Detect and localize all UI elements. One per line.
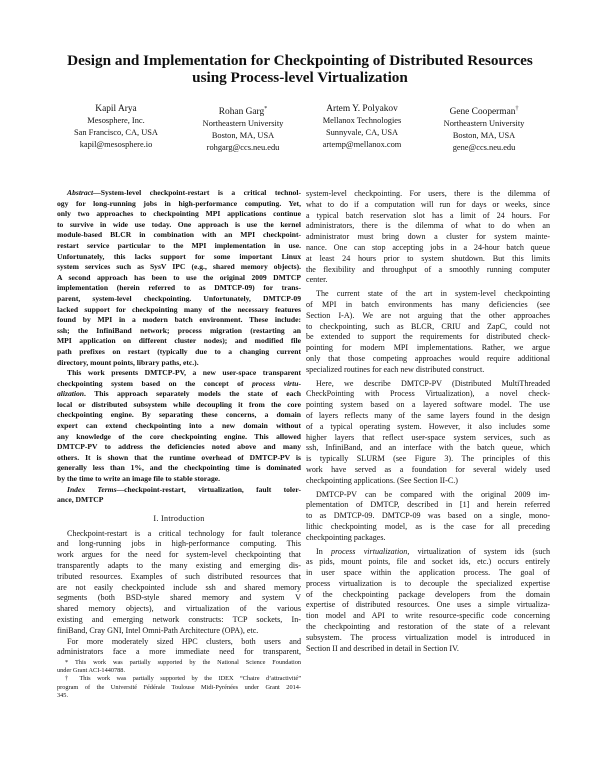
body-line: tributed resources. Examples of such distributed resources that <box>57 571 301 581</box>
author-location: San Francisco, CA, USA <box>74 128 158 137</box>
body-line: pointing for modern MPI implementations. Rather, we argue <box>306 343 550 353</box>
body-line: expertise of distributed resources. One uses a simple virtualiza- <box>306 600 550 610</box>
body-line: to checkpointing, such as BLCR, CRIU and ZapC, could not <box>306 321 550 331</box>
abstract-line: path prefixes on restart (typically due to a changing current <box>57 346 301 356</box>
abstract-line: —System-level checkpoint-restart is a critical technol- <box>93 188 301 197</box>
index-terms-line <box>57 485 301 496</box>
body-line: subsystem. The process virtualization model is introduced in <box>306 632 550 642</box>
abstract-label: Abstract <box>67 188 94 197</box>
index-terms-text: —checkpoint-restart, virtualization, fault toler- <box>116 484 301 494</box>
body-line: existing and emerging network constructs: TCP sockets, In- <box>57 614 301 624</box>
abstract-line: others. It is shown that the runtime overhead of DMTCP-PV is <box>57 452 301 462</box>
body-line: shared memory objects), and virtualization of the various <box>57 604 301 614</box>
abstract-line: system services such as SysV IPC (e.g., shared memory objects). <box>57 262 301 272</box>
abstract-line: checkpointing engine. By separating these concerns, a domain <box>57 410 301 420</box>
body-line: DMTCP-PV can be compared with the original 2009 im- <box>316 489 550 499</box>
author-email: artemp@mellanox.com <box>322 140 402 149</box>
author-location: Sunnyvale, CA, USA <box>325 128 399 137</box>
footnote-line: † This work was partially supported by the IDEX “Chaire d’attractivité” <box>65 675 301 683</box>
body-line: be extended to support the requirements for distributed check- <box>306 332 550 342</box>
right-paragraph-2 <box>306 289 550 375</box>
body-line: Checkpoint-restart is a critical technology for fault tolerance <box>67 528 301 538</box>
body-line: administrators, there is the dilemma of what to do when an <box>306 221 550 231</box>
author-name: Artem Y. Polyakov <box>326 104 398 114</box>
abstract-line: module-based BLCR in combination with an MPI checkpoint- <box>57 230 301 240</box>
body-line: Here, we describe DMTCP-PV (Distributed MultiThreaded <box>316 378 550 388</box>
author-name: Kapil Arya <box>95 104 137 114</box>
abstract-line: checkpointing system based on the concept of process virtu- <box>57 378 301 388</box>
footnote-line: * This work was partially supported by the National Science Foundation <box>65 659 301 666</box>
abstract-line: Unfortunately, this lacks support for some important Linux <box>57 251 301 261</box>
abstract <box>57 188 301 506</box>
body-line: ssh, InfiniBand, and an interface with the batch queue, which <box>306 443 550 453</box>
body-line: administrators face a more immediate need for transparent, <box>57 647 301 657</box>
abstract-line: parent, system-level checkpointing. Unfortunately, DMTCP-09 <box>57 293 301 303</box>
body-line: tion model and API to write resource-specific code concerning <box>306 611 550 621</box>
body-line: the checkpointing and restoration of the state of a relevant <box>306 622 550 632</box>
body-line: and long-running jobs in high-performance computing. This <box>57 539 301 549</box>
body-line: work argues for the need for system-level checkpointing that <box>57 550 301 560</box>
title-line-1: Design and Implementation for Checkpointing of Distributed Resources <box>67 52 533 69</box>
body-line: lithic checkpointing model, as is the case for all preceding <box>306 521 550 531</box>
footnote-line: under Grant ACI-1440788. <box>57 667 126 675</box>
abstract-line: implementation (herein referred to as DMTCP-09) for trans- <box>57 283 301 293</box>
author-block <box>303 103 421 151</box>
body-line: checkpointing packages. <box>306 532 386 542</box>
body-line: of MPI in batch environments has many deficiencies (see <box>306 299 550 309</box>
author-affiliation: Mesosphere, Inc. <box>87 116 145 125</box>
abstract-line: restart service particular to the MPI implementation in use. <box>57 240 301 250</box>
body-line: in user space within the application process. The goal of <box>306 568 550 578</box>
body-line: specialized routines for each new distributed construct. <box>306 364 485 374</box>
abstract-line: only two approaches to checkpointing MPI applications continue <box>57 209 301 219</box>
abstract-line: directory, mount points, library paths, etc.). <box>57 357 199 367</box>
body-line: at least 24 hours prior to system shutdown. But this limits <box>306 253 550 263</box>
abstract-line: ogy for long-running jobs in high-performance computing. Yet, <box>57 198 301 208</box>
author-email: rohgarg@ccs.neu.edu <box>206 143 280 153</box>
intro-paragraph-2 <box>57 637 301 659</box>
author-affiliation: Northeastern University <box>443 119 525 129</box>
body-line: is typically SLURM (see Figure 3). The principles of this <box>306 454 550 464</box>
abstract-line: generally less than 1%, and the checkpointing time is dominated <box>57 463 301 473</box>
body-line: system-level checkpointing. For users, there is the dilemma of <box>306 189 550 198</box>
author-name: Rohan Garg <box>218 107 265 118</box>
right-paragraph-5 <box>306 547 550 655</box>
body-line: the flexibility and throughput of a smoothly running computer <box>306 264 550 274</box>
footnotes <box>57 659 301 700</box>
body-line: of layers reflects many of the same layers found in the design <box>306 410 550 420</box>
author-block <box>425 103 543 154</box>
index-terms-label: Index Terms <box>67 484 117 494</box>
body-line: transparently adapts to the many existing and emerging dis- <box>57 561 301 570</box>
body-line: only that those competing approaches would require additional <box>306 353 550 363</box>
body-line: nance. One can stop accepting jobs in a 24-hour batch queue <box>306 242 550 252</box>
body-line: In process virtualization, virtualization of system ids (such <box>316 546 550 556</box>
body-line: higher layers that reflect user-space system services, such as <box>306 432 550 442</box>
author-block <box>57 103 175 151</box>
body-line: of the checkpointing package developers from the domain <box>306 589 550 599</box>
body-line: pointing system based on a layered software model. The use <box>306 400 550 410</box>
body-line: checkpointing applications. (See Section II-C.) <box>306 475 458 485</box>
footnote-line: program of the Université Fédérale Toulouse Midi-Pyrénées under Grant 2014- <box>57 683 301 691</box>
body-line: Section II and described in detail in Section IV. <box>306 643 459 653</box>
body-line: administrator must bring down a cluster for system mainte- <box>306 232 550 242</box>
right-paragraph-4 <box>306 490 550 544</box>
title-line-2: using Process-level Virtualization <box>192 69 408 86</box>
abstract-line: A second approach has been to use the original 2009 DMTCP <box>57 272 301 282</box>
abstract-line: MPI application on different cluster nodes); and modified file <box>57 336 301 346</box>
abstract-line: local or distributed subsystem while decoupling it from the core <box>57 399 301 409</box>
intro-paragraph-1 <box>57 529 301 637</box>
body-line: CheckPointing with Process Virtualization), a novel check- <box>306 389 550 399</box>
author-location: Boston, MA, USA <box>452 131 516 141</box>
body-line: center. <box>306 275 328 285</box>
abstract-line: found by MPI in a modern batch environment. These include: <box>57 315 301 325</box>
body-line: The current state of the art in system-level checkpointing <box>316 289 550 299</box>
abstract-line: ssh; the InfiniBand network; process migration (restarting an <box>57 325 301 335</box>
author-block <box>184 103 302 154</box>
paper-title <box>60 52 540 86</box>
footnote-line: 345. <box>57 691 69 699</box>
body-line: For more moderately sized HPC clusters, both users and <box>67 636 301 646</box>
author-footnote-mark: † <box>515 106 519 112</box>
index-terms-text: ance, DMTCP <box>57 495 104 505</box>
author-email: gene@ccs.neu.edu <box>452 143 516 153</box>
body-line: are not easily checkpointed include ssh and shared memory <box>57 582 301 592</box>
right-paragraph-3 <box>306 379 550 487</box>
abstract-first-line <box>57 188 301 199</box>
body-line: segments (both BSD-style shared memory and system V <box>57 593 301 603</box>
abstract-line: alization. This approach separately models the state of each <box>57 389 301 399</box>
body-line: plementation of DMTCP, described in [1] and herein referred <box>306 500 550 510</box>
abstract-line: lacked support for checkpointing many of the necessary features <box>57 304 301 314</box>
abstract-line: any knowledge of the core checkpointing engine. This allowed <box>57 431 301 441</box>
author-name: Gene Cooperman <box>449 107 516 118</box>
author-affiliation: Northeastern University <box>202 119 284 129</box>
abstract-line: expert can extend checkpointing into a new domain without <box>57 421 301 431</box>
author-location: Boston, MA, USA <box>211 131 275 141</box>
author-footnote-mark: * <box>264 106 268 112</box>
author-affiliation: Mellanox Technologies <box>322 116 402 125</box>
body-line: work have served as a foundation for several widely used <box>306 464 550 474</box>
body-line: of a typical operating system. However, it also includes some <box>306 421 550 431</box>
abstract-line: by the time to write an image file to stable storage. <box>57 474 221 484</box>
body-line: process virtualization is to decouple the specialized expertise <box>306 578 550 588</box>
body-line: Section I-A). We are not arguing that the other approaches <box>306 310 550 320</box>
body-line: to as DMTCP-09. DMTCP-09 was based on a single, mono- <box>306 511 550 521</box>
body-line: as pids, mount points, file and socket ids, etc.) occurs entirely <box>306 557 550 567</box>
right-column <box>306 189 550 654</box>
right-paragraph-1 <box>306 189 550 286</box>
author-email: kapil@mesosphere.io <box>79 140 153 149</box>
section-heading-introduction: I. Introduction <box>153 513 205 523</box>
abstract-line: to survive in wide use today. One approach is use the kernel <box>57 219 301 229</box>
body-line: what to do if a computation will run for days or weeks, since <box>306 199 550 209</box>
abstract-line: DMTCP-PV to address the deficiencies noted above and many <box>57 442 301 452</box>
left-column <box>57 188 301 658</box>
body-line: a typical batch reservation slot has a limit of 24 hours. For <box>306 210 550 220</box>
abstract-line: This work presents DMTCP-PV, a new user-space transparent <box>67 368 301 378</box>
body-line: finiBand, Cray GNI, Intel Omni-Path Architecture (OPA), etc. <box>57 625 259 635</box>
